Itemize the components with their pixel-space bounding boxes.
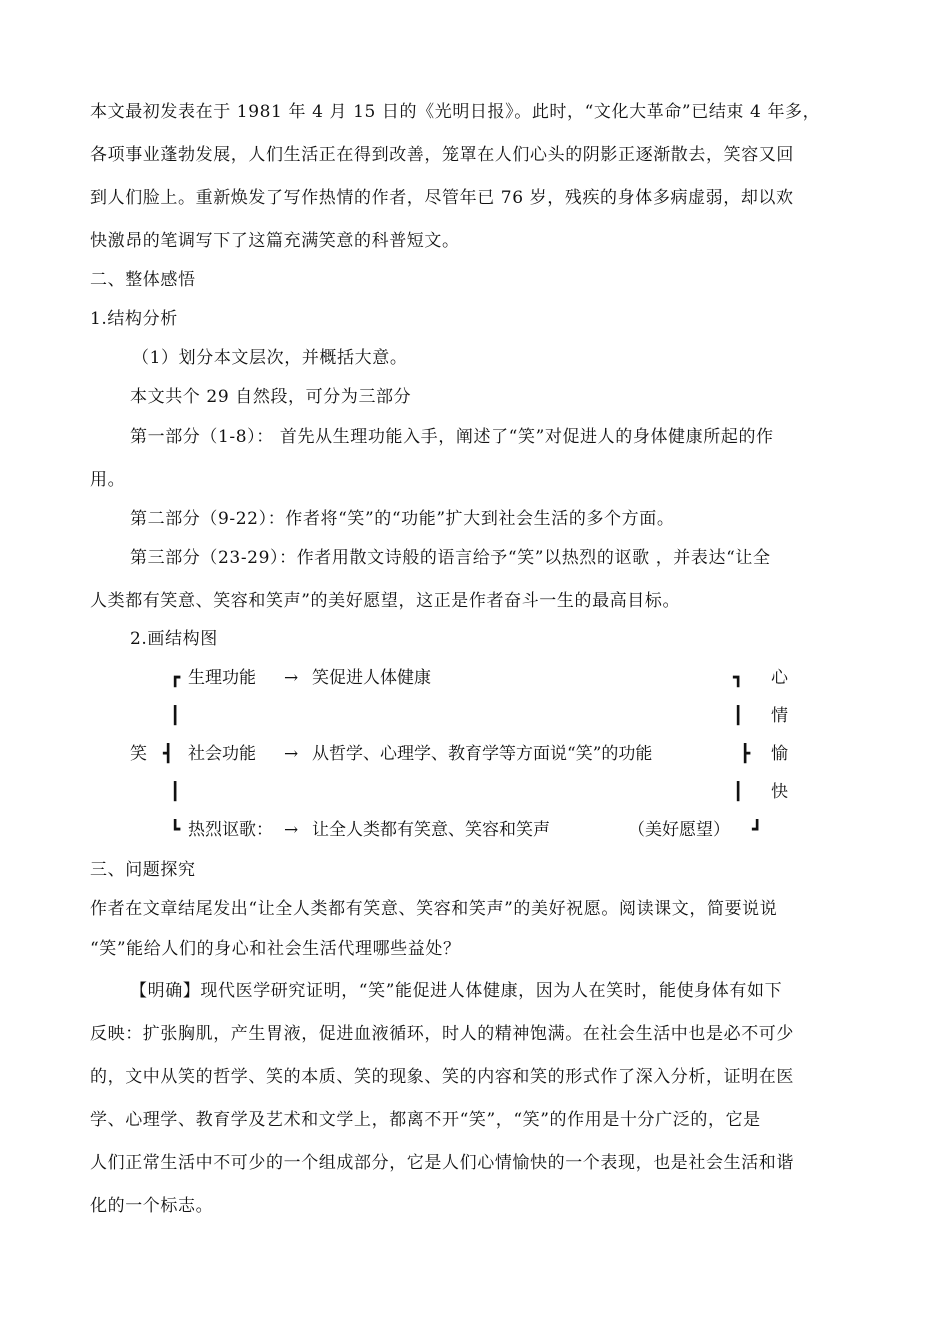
right-char-3: 愉 (771, 744, 788, 764)
answer-line-6: 化的一个标志。 (90, 1196, 214, 1216)
answer-line-1: 【明确】现代医学研究证明，“笑”能促进人体健康，因为人在笑时，能使身体有如下 (130, 981, 783, 1001)
intro-line-2: 各项事业蓬勃发展，人们生活正在得到改善，笼罩在人们心头的阴影正逐渐散去，笑容又回 (90, 145, 794, 165)
diagram-row3-note: （美好愿望） (628, 820, 730, 840)
intro-line-4: 快激昂的笔调写下了这篇充满笑意的科普短文。 (90, 231, 460, 251)
right-char-4: 快 (771, 782, 788, 802)
diagram-row3-arrow: → (284, 820, 299, 840)
right-bracket-bar-2: ┃ (733, 782, 744, 802)
subheading-draw-diagram: 2.画结构图 (130, 629, 218, 649)
part3-line-1: 第三部分（23-29）：作者用散文诗般的语言给予“笑”以热烈的讴歌 ，并表达“让全 (130, 548, 771, 568)
left-bracket-bar-2: ┃ (170, 782, 181, 802)
intro-line-3: 到人们脸上。重新焕发了写作热情的作者，尽管年已 76 岁，残疾的身体多病虚弱，却以欢 (90, 188, 794, 208)
diagram-row2-label: 社会功能 (188, 744, 256, 764)
right-char-1: 心 (771, 668, 788, 688)
answer-line-4: 学、心理学、教育学及艺术和文学上，都离不开“笑”，“笑”的作用是十分广泛的，它是 (90, 1110, 761, 1130)
intro-line-1: 本文最初发表在于 1981 年 4 月 15 日的《光明日报》。此时，“文化大革命”已结束 4 年多， (90, 102, 821, 122)
right-char-2: 情 (771, 706, 788, 726)
part1-line-2: 用。 (90, 470, 126, 490)
right-bracket-mid: ┣ (740, 744, 751, 764)
diagram-row2-arrow: → (284, 744, 299, 764)
part3-line-2: 人类都有笑意、笑容和笑声”的美好愿望，这正是作者奋斗一生的最高目标。 (90, 591, 681, 611)
diagram-row2-text: 从哲学、心理学、教育学等方面说“笑”的功能 (312, 744, 653, 764)
answer-line-5: 人们正常生活中不可少的一个组成部分，它是人们心情愉快的一个表现，也是社会生活和谐 (90, 1153, 794, 1173)
right-bracket-top: ┓ (733, 668, 744, 688)
right-bracket-bottom: ┛ (752, 820, 763, 840)
section-heading-3: 三、问题探究 (90, 860, 196, 880)
right-bracket-bar-1: ┃ (733, 706, 744, 726)
part2-line: 第二部分（9-22）：作者将“笑”的“功能”扩大到社会生活的多个方面。 (130, 509, 675, 529)
question-line-1: 作者在文章结尾发出“让全人类都有笑意、笑容和笑声”的美好祝愿。阅读课文，简要说说 (90, 899, 778, 919)
diagram-row1-label: 生理功能 (188, 668, 256, 688)
diagram-root-label: 笑 (130, 744, 147, 764)
diagram-row1-arrow: → (284, 668, 299, 688)
question-1: （1）划分本文层次，并概括大意。 (132, 348, 408, 368)
diagram-row3-label: 热烈讴歌： (188, 820, 273, 840)
question-line-2: “笑”能给人们的身心和社会生活代理哪些益处？ (90, 939, 461, 959)
answer-line-2: 反映：扩张胸肌，产生胃液，促进血液循环，时人的精神饱满。在社会生活中也是必不可少 (90, 1024, 794, 1044)
left-bracket-top: ┏ (170, 668, 181, 688)
left-bracket-bar-1: ┃ (170, 706, 181, 726)
subheading-structure-analysis: 1.结构分析 (90, 309, 178, 329)
left-bracket-bottom: ┗ (170, 820, 181, 840)
left-bracket-mid: ┫ (163, 744, 174, 764)
answer-line-3: 的，文中从笑的哲学、笑的本质、笑的现象、笑的内容和笑的形式作了深入分析，证明在医 (90, 1067, 794, 1087)
diagram-row3-text: 让全人类都有笑意、笑容和笑声 (312, 820, 550, 840)
part1-line-1: 第一部分（1-8）： 首先从生理功能入手，阐述了“笑”对促进人的身体健康所起的作 (130, 427, 774, 447)
summary-line: 本文共个 29 自然段，可分为三部分 (130, 387, 412, 407)
section-heading-2: 二、整体感悟 (90, 270, 196, 290)
diagram-row1-text: 笑促进人体健康 (312, 668, 431, 688)
